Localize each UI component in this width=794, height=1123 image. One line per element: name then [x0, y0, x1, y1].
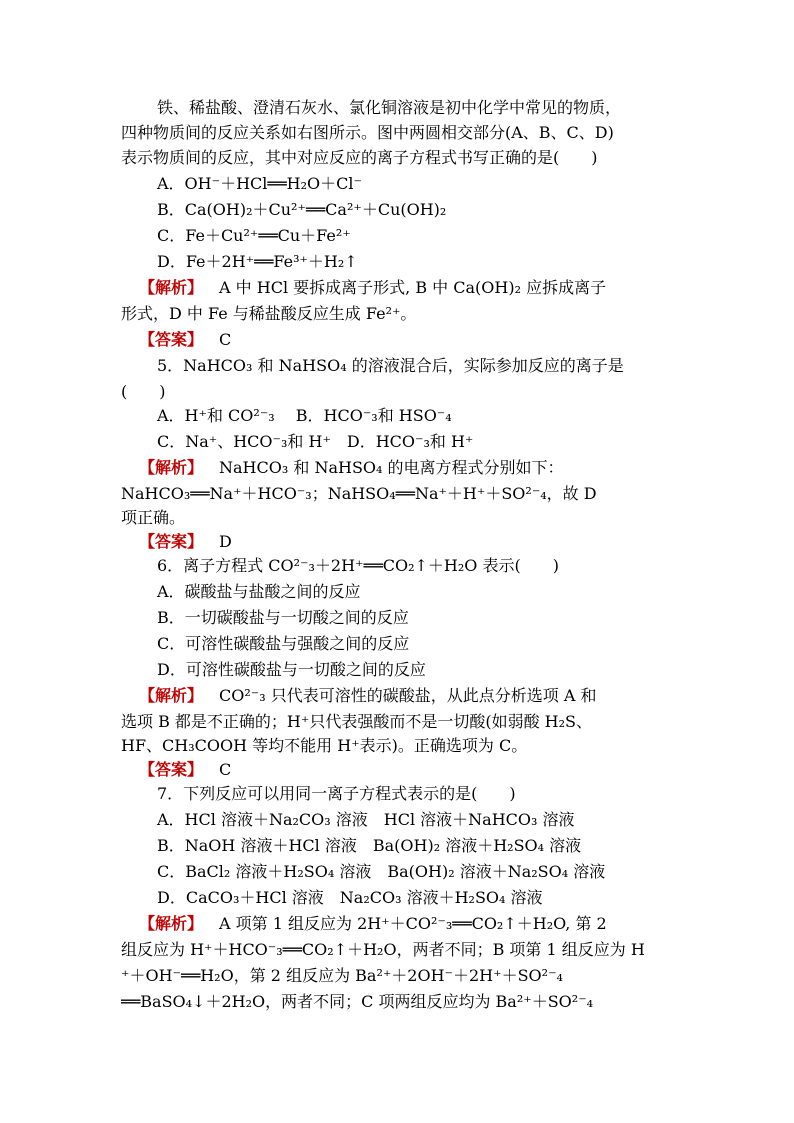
q5-analysis-line3: 项正确。: [121, 508, 186, 527]
q6-analysis-line2: 选项 B 都是不正确的；H⁺只代表强酸而不是一切酸(如弱酸 H₂S、: [121, 712, 592, 731]
q5-answer: [139, 530, 699, 554]
q7-analysis-line1: [139, 912, 699, 936]
q4-option-d: D．Fe＋2H⁺══Fe³⁺＋H₂↑: [157, 252, 358, 271]
q7-analysis-line4: ══BaSO₄↓＋2H₂O，两者不同；C 项两组反应均为 Ba²⁺＋SO²⁻₄: [121, 992, 594, 1011]
q6-answer: [139, 758, 699, 782]
q4-option-a: A．OH⁻＋HCl══H₂O＋Cl⁻: [157, 174, 362, 193]
q7-option-a: A．HCl 溶液＋Na₂CO₃ 溶液 HCl 溶液＋NaHCO₃ 溶液: [157, 810, 575, 829]
q4-stem-line1: 铁、稀盐酸、澄清石灰水、氯化铜溶液是初中化学中常见的物质，: [157, 98, 622, 117]
q7-option-d: D．CaCO₃＋HCl 溶液 Na₂CO₃ 溶液＋H₂SO₄ 溶液: [157, 888, 543, 907]
answer-tag: 【答案】: [139, 760, 204, 779]
q6-option-b: B．一切碳酸盐与一切酸之间的反应: [157, 608, 409, 627]
q5-analysis-text: NaHCO₃ 和 NaHSO₄ 的电离方程式分别如下：: [219, 458, 564, 477]
q6-analysis-line3: HF、CH₃COOH 等均不能用 H⁺表示)。正确选项为 C。: [121, 736, 528, 755]
q4-answer: [139, 328, 699, 352]
q7-analysis-text: A 项第 1 组反应为 2H⁺＋CO²⁻₃══CO₂↑＋H₂O, 第 2: [219, 914, 607, 933]
q4-stem-line3: 表示物质间的反应，其中对应反应的离子方程式书写正确的是( ): [121, 148, 598, 167]
q7-option-b: B．NaOH 溶液＋HCl 溶液 Ba(OH)₂ 溶液＋H₂SO₄ 溶液: [157, 836, 582, 855]
q7-stem: 7．下列反应可以用同一离子方程式表示的是( ): [157, 784, 516, 803]
analysis-tag: 【解析】: [139, 458, 204, 477]
q6-option-a: A．碳酸盐与盐酸之间的反应: [157, 582, 361, 601]
q5-options-ab: A．H⁺和 CO²⁻₃ B．HCO⁻₃和 HSO⁻₄: [157, 406, 452, 425]
analysis-tag: 【解析】: [139, 686, 204, 705]
answer-tag: 【答案】: [139, 330, 204, 349]
q6-option-c: C．可溶性碳酸盐与强酸之间的反应: [157, 634, 410, 653]
q6-option-d: D．可溶性碳酸盐与一切酸之间的反应: [157, 660, 426, 679]
q5-analysis-line2: NaHCO₃══Na⁺＋HCO⁻₃；NaHSO₄══Na⁺＋H⁺＋SO²⁻₄，故 D: [121, 484, 597, 503]
q4-analysis-line2: 形式，D 中 Fe 与稀盐酸反应生成 Fe²⁺。: [121, 304, 417, 323]
q4-stem-line2: 四种物质间的反应关系如右图所示。图中两圆相交部分(A、B、C、D): [121, 123, 614, 142]
q4-option-c: C．Fe＋Cu²⁺══Cu＋Fe²⁺: [157, 226, 351, 245]
q6-analysis-text: CO²⁻₃ 只代表可溶性的碳酸盐，从此点分析选项 A 和: [219, 686, 597, 705]
q6-stem: 6．离子方程式 CO²⁻₃＋2H⁺══CO₂↑＋H₂O 表示( ): [157, 556, 559, 575]
analysis-tag: 【解析】: [139, 914, 204, 933]
q4-answer-value: C: [219, 330, 232, 349]
q5-answer-value: D: [219, 532, 232, 551]
q7-option-c: C．BaCl₂ 溶液＋H₂SO₄ 溶液 Ba(OH)₂ 溶液＋Na₂SO₄ 溶液: [157, 862, 606, 881]
q6-answer-value: C: [219, 760, 232, 779]
q4-analysis-text: A 中 HCl 要拆成离子形式, B 中 Ca(OH)₂ 应拆成离子: [219, 278, 607, 297]
q7-analysis-line2: 组反应为 H⁺＋HCO⁻₃══CO₂↑＋H₂O，两者不同；B 项第 1 组反应为 H: [121, 940, 645, 959]
q4-analysis-line1: [139, 276, 699, 300]
q5-analysis-line1: [139, 456, 699, 480]
q4-option-b: B．Ca(OH)₂＋Cu²⁺══Ca²⁺＋Cu(OH)₂: [157, 200, 447, 219]
q6-analysis-line1: [139, 684, 699, 708]
q5-stem-line1: 5．NaHCO₃ 和 NaHSO₄ 的溶液混合后，实际参加反应的离子是: [157, 356, 624, 375]
answer-tag: 【答案】: [139, 532, 204, 551]
q5-options-cd: C．Na⁺、HCO⁻₃和 H⁺ D．HCO⁻₃和 H⁺: [157, 432, 474, 451]
analysis-tag: 【解析】: [139, 278, 204, 297]
q5-stem-line2: ( ): [121, 382, 166, 401]
q7-analysis-line3: ⁺＋OH⁻══H₂O，第 2 组反应为 Ba²⁺＋2OH⁻＋2H⁺＋SO²⁻₄: [121, 966, 563, 985]
